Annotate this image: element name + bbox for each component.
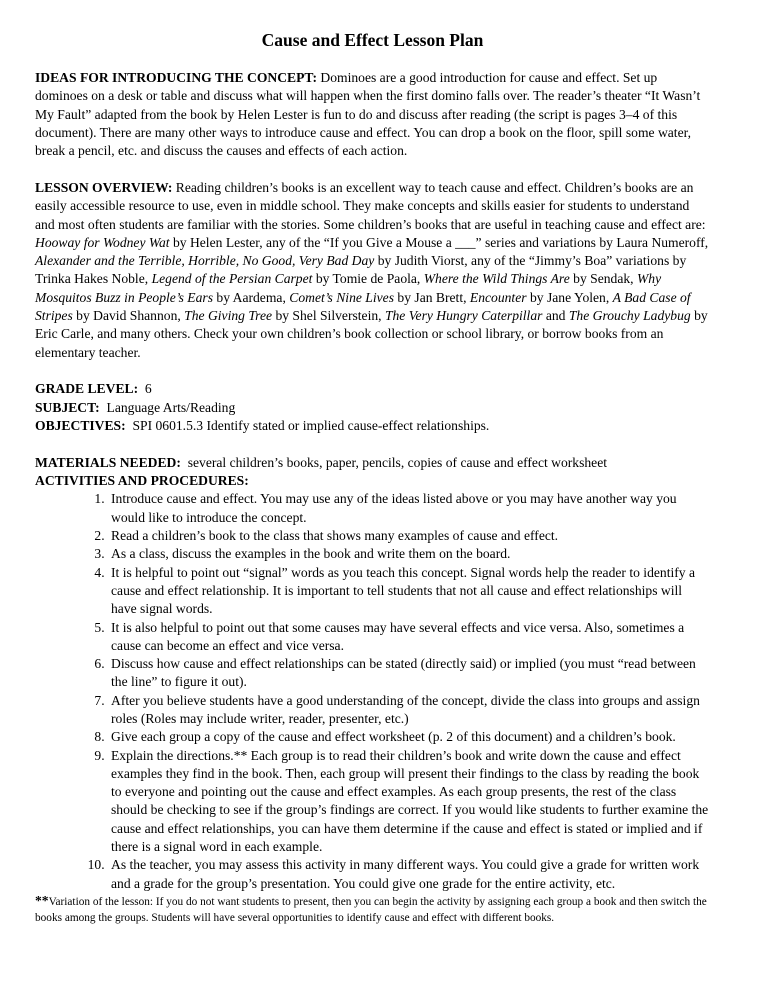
materials-line	[35, 454, 710, 472]
overview-text: by Aardema,	[216, 289, 286, 305]
subject-label: SUBJECT:	[35, 399, 100, 415]
book-title: Alexander and the Terrible, Horrible, No Good, Very Bad Day	[35, 253, 375, 269]
overview-text: by Sendak,	[573, 271, 634, 287]
objectives-value: SPI 0601.5.3 Identify stated or implied cause-effect relationships.	[132, 418, 490, 434]
book-title: The Giving Tree	[184, 308, 273, 324]
overview-text: by Helen Lester, any of the “If you Give a Mouse a ___” series and variations by Laura Numeroff,	[172, 234, 709, 250]
book-title: Where the Wild Things Are	[423, 271, 570, 287]
overview-text: by Eric Carle, and many others. Check your own children’s book collection or school library, or borrow books from an elementary teacher.	[35, 308, 708, 360]
intro-paragraph	[35, 69, 710, 160]
overview-paragraph	[35, 179, 710, 362]
procedure-step: 1. Introduce cause and effect. You may use any of the ideas listed above or you may have another way you would like to introduce the concept.	[108, 490, 710, 527]
overview-text: by Jan Brett,	[397, 289, 467, 305]
overview-text: by Shel Silverstein,	[275, 308, 382, 324]
objectives-line	[35, 417, 710, 435]
procedure-step: 7. After you believe students have a good understanding of the concept, divide the class into groups and assign roles (Roles may include writer, reader, presenter, etc.)	[108, 692, 710, 729]
procedure-step: 9. Explain the directions.** Each group is to read their children’s book and write down the cause and effect examples they find in the book. Then, each group will present their findings to the class by reading the book to everyone and pointing out the cause and effect examples. As each group presents, the rest of the class should be checking to see if the group’s findings are correct. If you would like students to further examine the cause and effect relationships, you can have them determine if the cause and effect is stated or implied and if there is a signal word in each example.	[108, 747, 710, 857]
procedure-step: 8. Give each group a copy of the cause and effect worksheet (p. 2 of this document) and a children’s book.	[108, 728, 710, 746]
note-text: Variation of the lesson: If you do not want students to present, then you can begin the activity by assigning each group a book and then switch the books among the groups. Students will have several opportunities to identify cause and effect with different books.	[35, 895, 707, 924]
book-title: A Bad Case of Stripes	[35, 289, 691, 324]
book-title: Why Mosquitos Buzz in People’s Ears	[35, 271, 662, 305]
book-title: Encounter	[469, 289, 527, 305]
book-title: Legend of the Persian Carpet	[151, 271, 313, 287]
note-asterisks: **	[35, 892, 49, 908]
intro-label: IDEAS FOR INTRODUCING THE CONCEPT:	[35, 70, 317, 85]
procedure-step: 4. It is helpful to point out “signal” words as you teach this concept. Signal words help the reader to identify a cause and effect relationship. It is important to tell students that not all cause and effect relationships will have signal words.	[108, 564, 710, 619]
book-title: Comet’s Nine Lives	[289, 289, 394, 305]
overview-text: by Jane Yolen,	[529, 289, 610, 305]
objectives-label: OBJECTIVES:	[35, 418, 126, 434]
book-title: Hooway for Wodney Wat	[35, 234, 170, 250]
grade-value: 6	[144, 381, 152, 397]
grade-level-line	[35, 380, 710, 398]
variation-note	[35, 893, 710, 926]
grade-label: GRADE LEVEL:	[35, 381, 139, 397]
procedure-step: 6. Discuss how cause and effect relationships can be stated (directly said) or implied (you must “read between the line” to figure it out).	[108, 655, 710, 692]
book-title: The Very Hungry Caterpillar	[384, 308, 543, 324]
overview-text: and	[545, 308, 566, 324]
subject-value: Language Arts/Reading	[106, 399, 236, 415]
materials-value: several children’s books, paper, pencils, copies of cause and effect worksheet	[187, 454, 608, 470]
overview-label: LESSON OVERVIEW:	[35, 179, 173, 195]
overview-text: by Tomie de Paola,	[315, 271, 421, 287]
materials-label: MATERIALS NEEDED:	[35, 454, 181, 470]
overview-text: by David Shannon,	[76, 308, 181, 324]
procedure-step: 2. Read a children’s book to the class that shows many examples of cause and effect.	[108, 527, 710, 545]
procedure-list	[35, 490, 710, 893]
subject-line	[35, 399, 710, 417]
procedure-step: 5. It is also helpful to point out that some causes may have several effects and vice versa. Also, sometimes a cause can become an effect and vice versa.	[108, 619, 710, 656]
intro-text: Dominoes are a good introduction for cause and effect. Set up dominoes on a desk or table and discuss what will happen when the first domino falls over. The reader’s theater “It Wasn’t My Fault” adapted from the book by Helen Lester is fun to do and discuss after reading (the script is pages 3–4 of this document). There are many other ways to introduce cause and effect. You can drop a book on the floor, spill some water, break a pencil, etc. and discuss the causes and effects of each action.	[35, 70, 701, 159]
procedure-step: 10. As the teacher, you may assess this activity in many different ways. You could give a grade for written work and a grade for the group’s presentation. You could give one grade for the entire activity, etc.	[108, 856, 710, 893]
page-title: Cause and Effect Lesson Plan	[261, 30, 484, 50]
overview-text: Reading children’s books is an excellent way to teach cause and effect. Children’s books are an easily accessible resource to use, even in middle school. They make concepts and skills easier for students to understand and most often students are familiar with the stories. Some children’s books that are useful in teaching cause and effect are:	[35, 179, 706, 232]
overview-text: by Judith Viorst, any of the “Jimmy’s Boa” variations by Trinka Hakes Noble,	[35, 253, 687, 287]
activities-heading: ACTIVITIES AND PROCEDURES:	[35, 473, 249, 489]
book-title: The Grouchy Ladybug	[568, 308, 691, 324]
procedure-step: 3. As a class, discuss the examples in the book and write them on the board.	[108, 545, 710, 563]
